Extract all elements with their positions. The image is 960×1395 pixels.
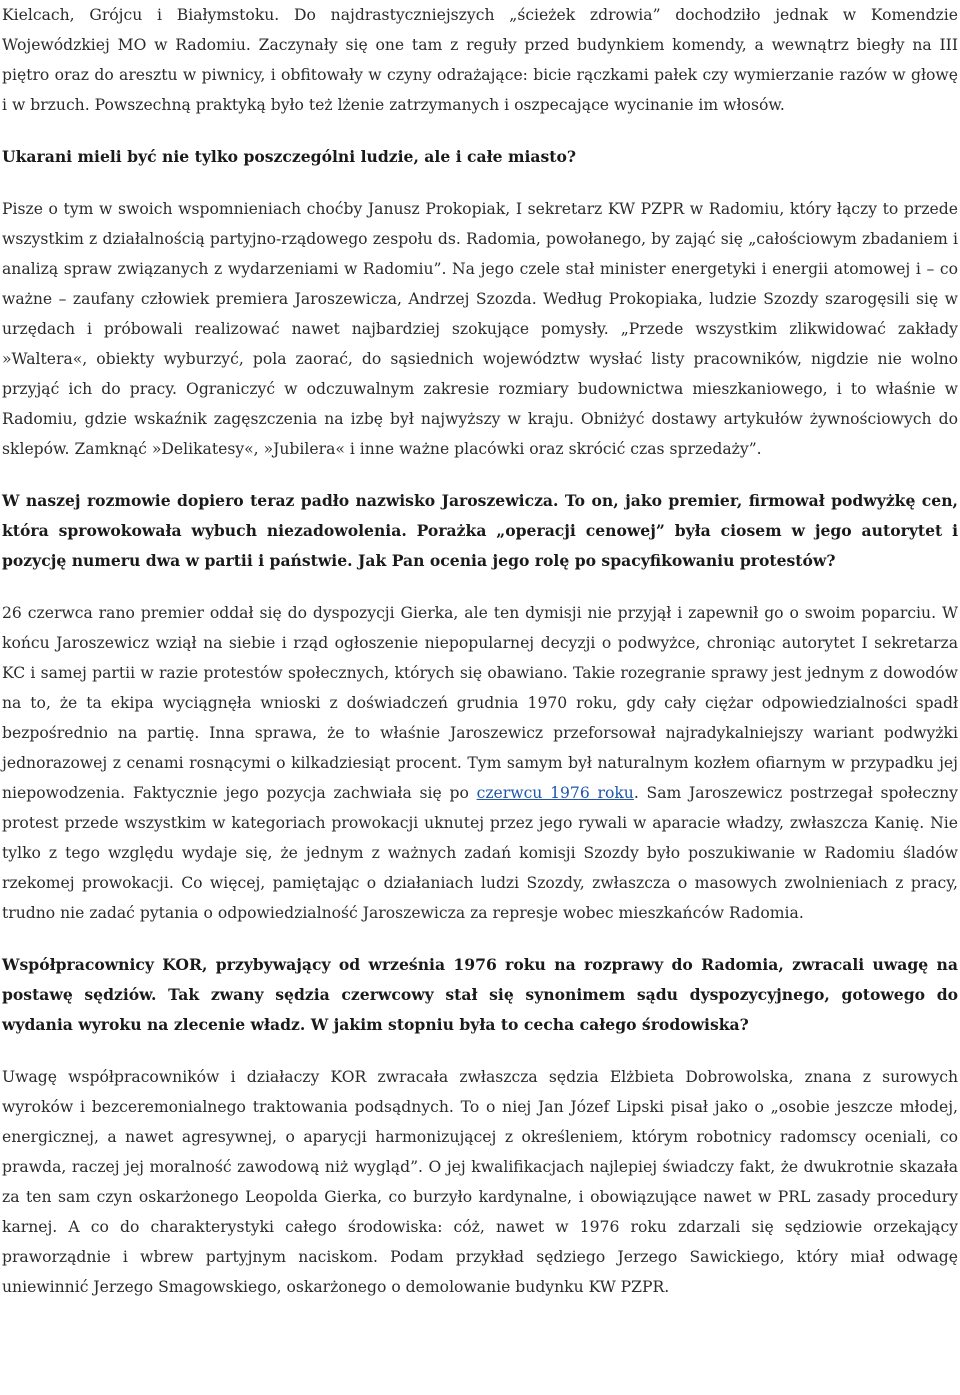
interview-question: Ukarani mieli być nie tylko poszczególni ludzie, ale i całe miasto?: [2, 147, 577, 166]
article-paragraph: [2, 598, 958, 928]
article-body: [2, 0, 958, 1324]
article-paragraph: Kielcach, Grójcu i Białymstoku. Do najdrastyczniejszych „ścieżek zdrowia” dochodziło jednak w Komendzie Wojewódzkiej MO w Radomiu. Zaczynały się one tam z reguły przed budynkiem komendy, a wewnątrz biegły na III piętro oraz do aresztu w piwnicy, i obfitowały w czyny odrażające: bicie rączkami pałek czy wymierzanie razów w głowę i w brzuch. Powszechną praktyką było też lżenie zatrzymanych i oszpecające wycinanie im włosów.: [2, 6, 958, 114]
article-paragraph: Pisze o tym w swoich wspomnieniach choćby Janusz Prokopiak, I sekretarz KW PZPR w Radomiu, który łączy to przede wszystkim z działalnością partyjno-rządowego zespołu ds. Radomia, powołanego, by zająć się „całościowym zbadaniem i analizą spraw związanych z wydarzeniami w Radomiu”. Na jego czele stał minister energetyki i energii atomowej i – co ważne – zaufany człowiek premiera Jaroszewicza, Andrzej Szozda. Według Prokopiaka, ludzie Szozdy szarogęsili się w urzędach i próbowali realizować nawet najbardziej szokujące pomysły. „Przede wszystkim zlikwidować zakłady »Waltera«, obiekty wyburzyć, pola zaorać, do sąsiednich województw wysłać listy pracowników, nigdzie nie wolno przyjąć ich do pracy. Ograniczyć w odczuwalnym zakresie rozmiary budownictwa mieszkaniowego, i to właśnie w Radomiu, gdzie wskaźnik zagęszczenia na izbę był najwyższy w kraju. Obniżyć dostawy artykułów żywnościowych do sklepów. Zamknąć »Delikatesy«, »Jubilera« i inne ważne placówki oraz skrócić czas sprzedaży”.: [2, 200, 958, 458]
interview-question: Współpracownicy KOR, przybywający od września 1976 roku na rozprawy do Radomia, zwracali uwagę na postawę sędziów. Tak zwany sędzia czerwcowy stał się synonimem sądu dyspozycyjnego, gotowego do wydania wyroku na zlecenie władz. W jakim stopniu była to cecha całego środowiska?: [2, 955, 958, 1034]
paragraph-text: . Sam Jaroszewicz postrzegał społeczny protest przede wszystkim w kategoriach prowokacji uknutej przez jego rywali w aparacie władzy, zwłaszcza Kanię. Nie tylko z tego względu wydaje się, że jednym z ważnych zadań komisji Szozdy było poszukiwanie w Radomiu śladów rzekomej prowokacji. Co więcej, pamiętając o działaniach ludzi Szozdy, zwłaszcza o masowych zwolnieniach z pracy, trudno nie zadać pytania o odpowiedzialność Jaroszewicza za represje wobec mieszkańców Radomia.: [2, 784, 958, 922]
article-link-czerwiec-1976[interactable]: czerwcu 1976 roku: [476, 784, 634, 802]
article-paragraph: Uwagę współpracowników i działaczy KOR zwracała zwłaszcza sędzia Elżbieta Dobrowolska, znana z surowych wyroków i bezceremonialnego traktowania podsądnych. To o niej Jan Józef Lipski pisał jako o „osobie jeszcze młodej, energicznej, a nawet agresywnej, o aparycji harmonizującej z określeniem, którym robotnicy radomscy oceniali, co prawda, raczej jej moralność zawodową niż wygląd”. O jej kwalifikacjach najlepiej świadczy fakt, że dwukrotnie skazała za ten sam czyn oskarżonego Leopolda Gierka, co burzyło kardynalne, i obowiązujące nawet w PRL zasady procedury karnej. A co do charakterystyki całego środowiska: cóż, nawet w 1976 roku zdarzali się sędziowie orzekający praworządnie i wbrew partyjnym naciskom. Podam przykład sędziego Jerzego Sawickiego, który miał odwagę uniewinnić Jerzego Smagowskiego, oskarżonego o demolowanie budynku KW PZPR.: [2, 1068, 958, 1296]
interview-question: W naszej rozmowie dopiero teraz padło nazwisko Jaroszewicza. To on, jako premier, firmował podwyżkę cen, która sprowokowała wybuch niezadowolenia. Porażka „operacji cenowej” była ciosem w jego autorytet i pozycję numeru dwa w partii i państwie. Jak Pan ocenia jego rolę po spacyfikowaniu protestów?: [2, 491, 958, 570]
paragraph-text: 26 czerwca rano premier oddał się do dyspozycji Gierka, ale ten dymisji nie przyjął i zapewnił go o swoim poparciu. W końcu Jaroszewicz wziął na siebie i rząd ogłoszenie niepopularnej decyzji o podwyżce, chroniąc autorytet I sekretarza KC i samej partii w razie protestów społecznych, których się obawiano. Takie rozegranie sprawy jest jednym z dowodów na to, że ta ekipa wyciągnęła wnioski z doświadczeń grudnia 1970 roku, gdy cały ciężar odpowiedzialności spadł bezpośrednio na partię. Inna sprawa, że to właśnie Jaroszewicz przeforsował najradykalniejszy wariant podwyżki jednorazowej z cenami rosnącymi o kilkadziesiąt procent. Tym samym był naturalnym kozłem ofiarnym w przypadku jej niepowodzenia. Faktycznie jego pozycja zachwiała się po: [2, 604, 958, 802]
